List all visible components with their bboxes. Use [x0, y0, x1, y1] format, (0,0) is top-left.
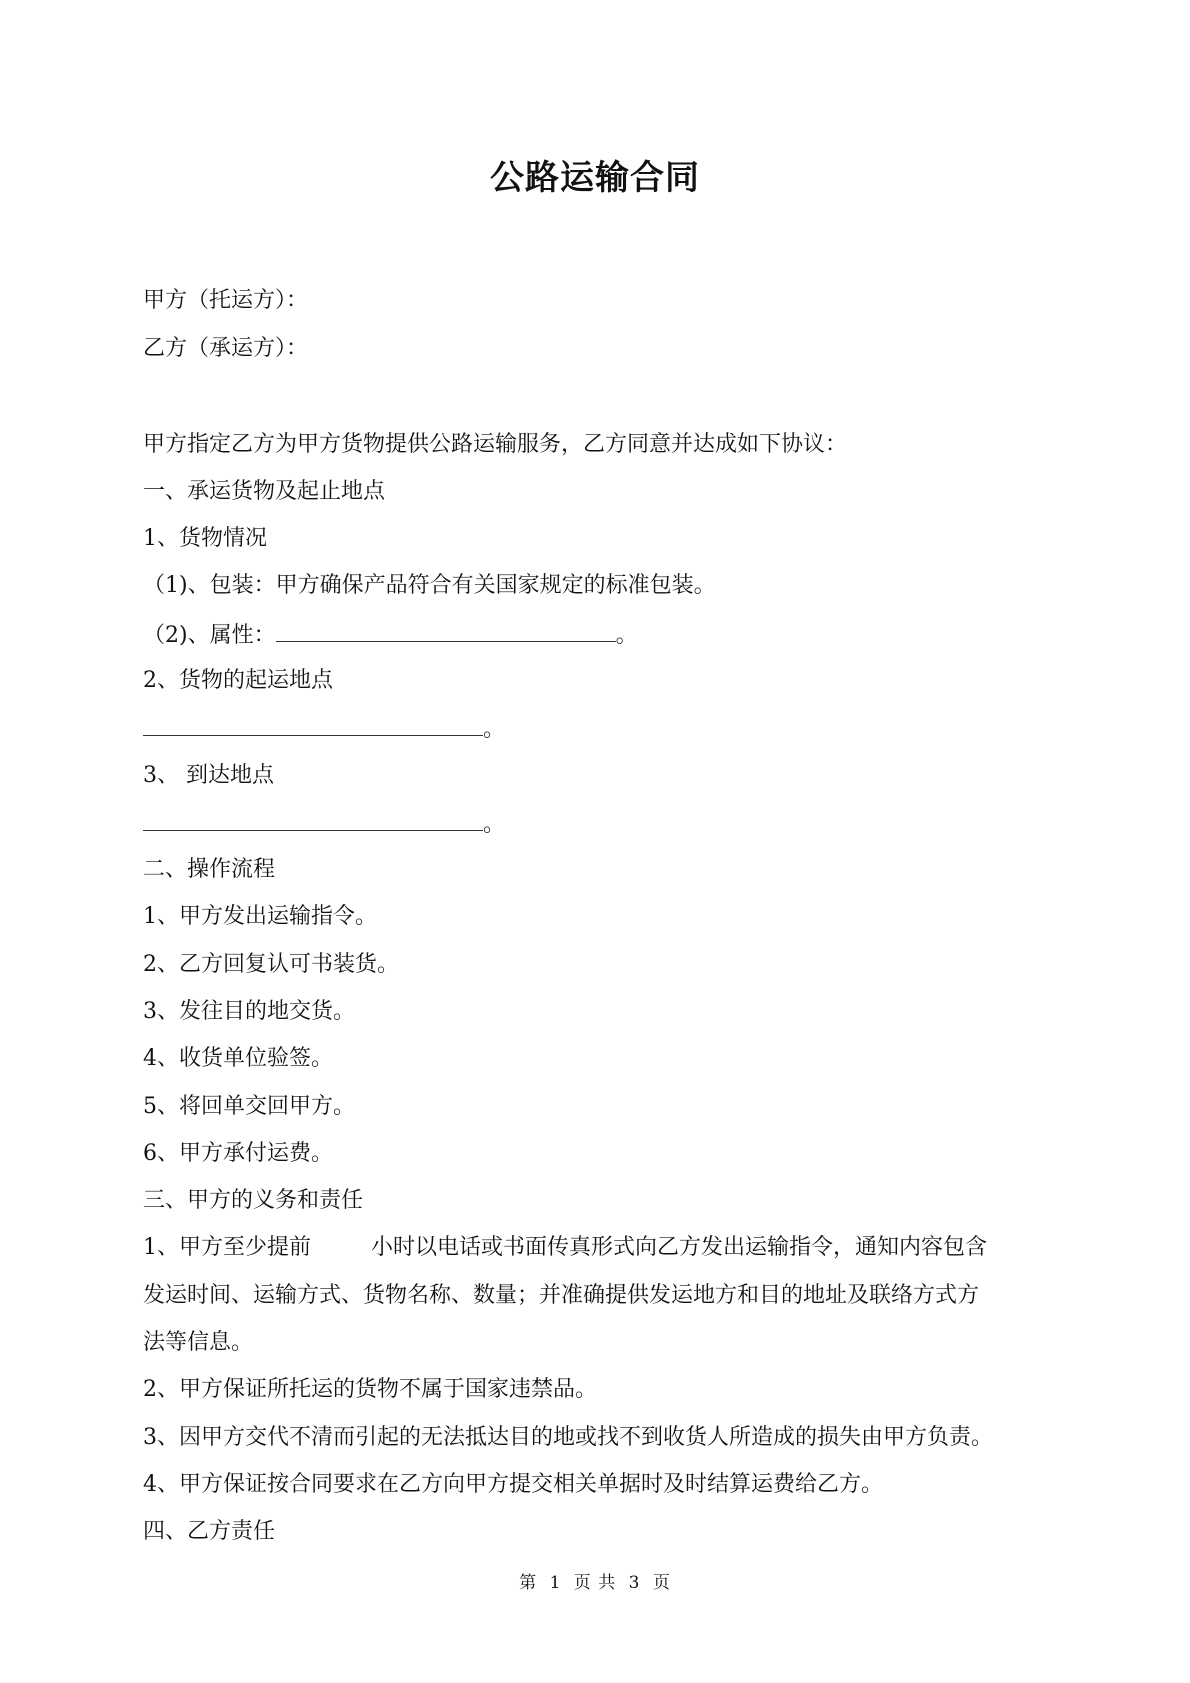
destination-period: 。 [483, 812, 506, 837]
section-1-item-2: 2、货物的起运地点 [143, 668, 333, 693]
advance-notice-suffix: 小时以电话或书面传真形式向乙方发出运输指令，通知内容包含 [371, 1235, 988, 1260]
origin-period: 。 [483, 717, 506, 742]
origin-blank-line [143, 713, 505, 745]
footer-middle: 页 共 [573, 1573, 617, 1593]
section-1-item-1-2 [143, 619, 638, 651]
section-1-item-1: 1、货物情况 [143, 526, 267, 551]
section-3-item-2: 2、甲方保证所托运的货物不属于国家违禁品。 [143, 1377, 597, 1402]
section-4-heading: 四、乙方责任 [143, 1519, 276, 1544]
footer-prefix: 第 [519, 1573, 538, 1593]
section-3-item-1-line-1 [143, 1233, 987, 1263]
destination-blank-line [143, 808, 505, 840]
page-footer [0, 1568, 1190, 1593]
section-2-item: 5、将回单交回甲方。 [143, 1094, 355, 1119]
footer-page-number: 1 [549, 1573, 562, 1593]
footer-suffix: 页 [652, 1573, 671, 1593]
section-2-item: 6、甲方承付运费。 [143, 1141, 333, 1166]
section-3-item-3: 3、因甲方交代不清而引起的无法抵达目的地或找不到收货人所造成的损失由甲方负责。 [143, 1425, 993, 1450]
document-title: 公路运输合同 [490, 158, 700, 198]
intro-paragraph: 甲方指定乙方为甲方货物提供公路运输服务，乙方同意并达成如下协议： [143, 432, 848, 457]
section-1-item-3: 3、 到达地点 [143, 763, 274, 788]
origin-blank-field[interactable] [143, 713, 483, 736]
section-3-item-4: 4、甲方保证按合同要求在乙方向甲方提交相关单据时及时结算运费给乙方。 [143, 1472, 883, 1497]
attribute-blank-field[interactable] [276, 619, 616, 642]
section-2-item: 2、乙方回复认可书装货。 [143, 952, 399, 977]
attribute-period: 。 [615, 623, 638, 648]
advance-notice-prefix: 1、甲方至少提前 [143, 1235, 311, 1260]
section-1-heading: 一、承运货物及起止地点 [143, 479, 386, 504]
section-1-item-1-1: （1)、包装：甲方确保产品符合有关国家规定的标准包装。 [143, 573, 716, 598]
destination-blank-field[interactable] [143, 808, 483, 831]
section-3-item-1-line-3: 法等信息。 [143, 1330, 254, 1355]
section-2-item: 4、收货单位验签。 [143, 1046, 333, 1071]
section-3-item-1-line-2: 发运时间、运输方式、货物名称、数量；并准确提供发运地方和目的地址及联络方式方 [143, 1283, 980, 1308]
party-a-line: 甲方（托运方）： [143, 288, 309, 313]
section-2-heading: 二、操作流程 [143, 857, 276, 882]
footer-total-pages: 3 [628, 1573, 641, 1593]
section-2-item: 3、发往目的地交货。 [143, 999, 355, 1024]
section-2-item: 1、甲方发出运输指令。 [143, 904, 377, 929]
section-3-heading: 三、甲方的义务和责任 [143, 1188, 364, 1213]
attribute-label: （2)、属性： [143, 623, 276, 648]
party-b-line: 乙方（承运方）： [143, 336, 309, 361]
